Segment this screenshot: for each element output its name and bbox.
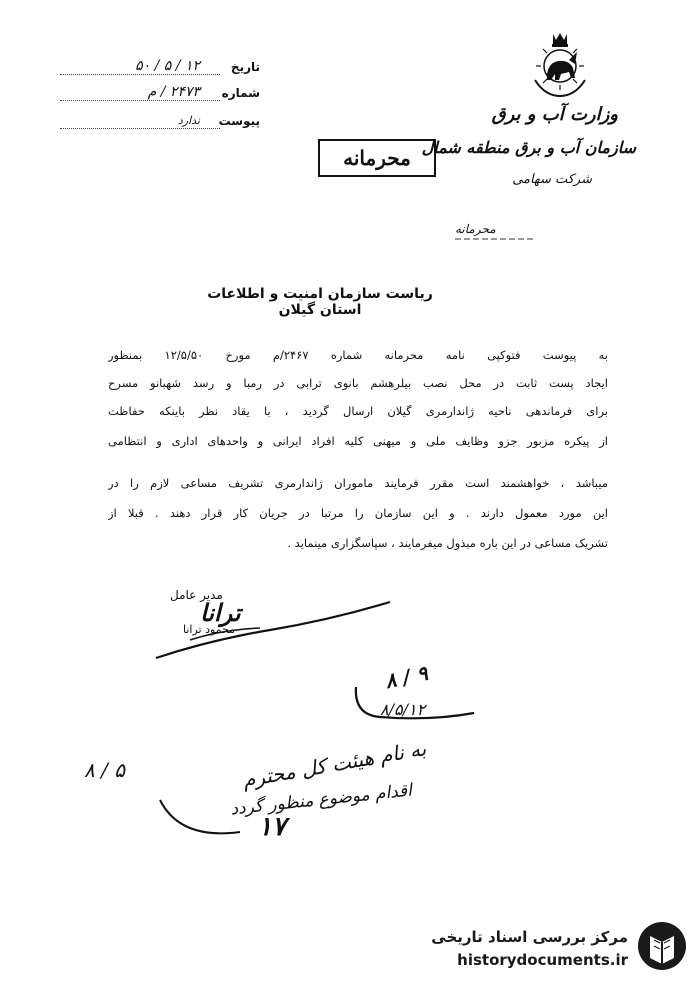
handwritten-note-line1: به نام هیئت کل محترم: [240, 736, 428, 793]
body-line-6: این مورد معمول دارند . و این سازمان را مرتبا در جریان کار قرار دهند . قبلا از: [108, 506, 608, 520]
number-row: [60, 86, 260, 108]
signature-stroke: [150, 600, 400, 670]
date-value: ۱۲ / ۵ / ۵۰: [135, 58, 200, 74]
number-label: شماره: [221, 86, 260, 100]
date-label: تاریخ: [230, 60, 260, 74]
company-name: سازمان آب و برق منطقه شمال: [421, 138, 636, 157]
confidential-stamp: محرمانه: [318, 139, 436, 177]
lion-sun-emblem-icon: [525, 30, 595, 100]
ministry-name: وزارت آب و برق: [491, 104, 618, 125]
attachment-label: پیوست: [218, 114, 260, 128]
body-line-7: تشریک مساعی در این باره مبذول میفرمایند ، سپاسگزاری مینماید .: [287, 536, 608, 550]
date-dots: [60, 74, 220, 75]
body-line-3: برای فرماندهی ناحیه ژاندارمری گیلان ارسال گردید ، با یقاد نظر باینکه حفاظت: [108, 404, 608, 418]
handwritten-note-line2: اقدام موضوع منظور گردد: [229, 780, 413, 820]
signature-handwriting: ترانا: [200, 598, 241, 627]
footer-url[interactable]: historydocuments.ir: [457, 951, 628, 969]
number-value: ۲۴۷۳ / م: [147, 84, 200, 100]
signatory-name: محمود ترانا: [183, 623, 236, 636]
company-type: شرکت سهامی: [512, 172, 592, 187]
date-row: [60, 60, 260, 82]
body-line-5: میباشد ، خواهشمند است مقرر فرمایند ماموران ژاندارمری تشریف مساعی لازم را در: [108, 476, 608, 490]
history-documents-logo-icon: [636, 920, 688, 972]
attachment-row: [60, 114, 260, 136]
handwritten-note-date: ۵ / ۸: [84, 758, 125, 782]
number-dots: [60, 100, 220, 101]
confidential-line: محرمانه: [455, 222, 496, 236]
right-annotation-stroke: [350, 665, 480, 725]
handwritten-note-right-1: ۹ / ۸: [382, 660, 430, 694]
confidential-underline: [455, 236, 535, 242]
addressee: ریاست سازمان امنیت و اطلاعات استان گیلان: [207, 286, 433, 318]
body-line-4: از پیکره مزبور جزو وظایف ملی و میهنی کلیه افراد ایرانی و واحدهای اداری و انتظامی: [108, 434, 608, 448]
handwritten-note-right-2: ۸/۵/۱۲: [380, 700, 426, 719]
body-line-2: ایجاد پست ثابت در محل نصب بیلرهشم بانوی ترابی در رمبا و رسد شهبانو مسرح: [108, 376, 608, 390]
lower-note-stroke: [150, 790, 270, 850]
closing-title: مدیر عامل: [170, 588, 223, 602]
body-line-1: به پیوست فتوکپی نامه محرمانه شماره ۲۴۶۷/م مورخ ۱۲/۵/۵۰ بمنظور: [108, 348, 608, 362]
attachment-value: ندارد: [177, 114, 200, 127]
footer-title: مرکز بررسی اسناد تاریخی: [431, 928, 628, 946]
attachment-dots: [60, 128, 220, 129]
handwritten-note-number: ۱۷: [258, 812, 286, 842]
